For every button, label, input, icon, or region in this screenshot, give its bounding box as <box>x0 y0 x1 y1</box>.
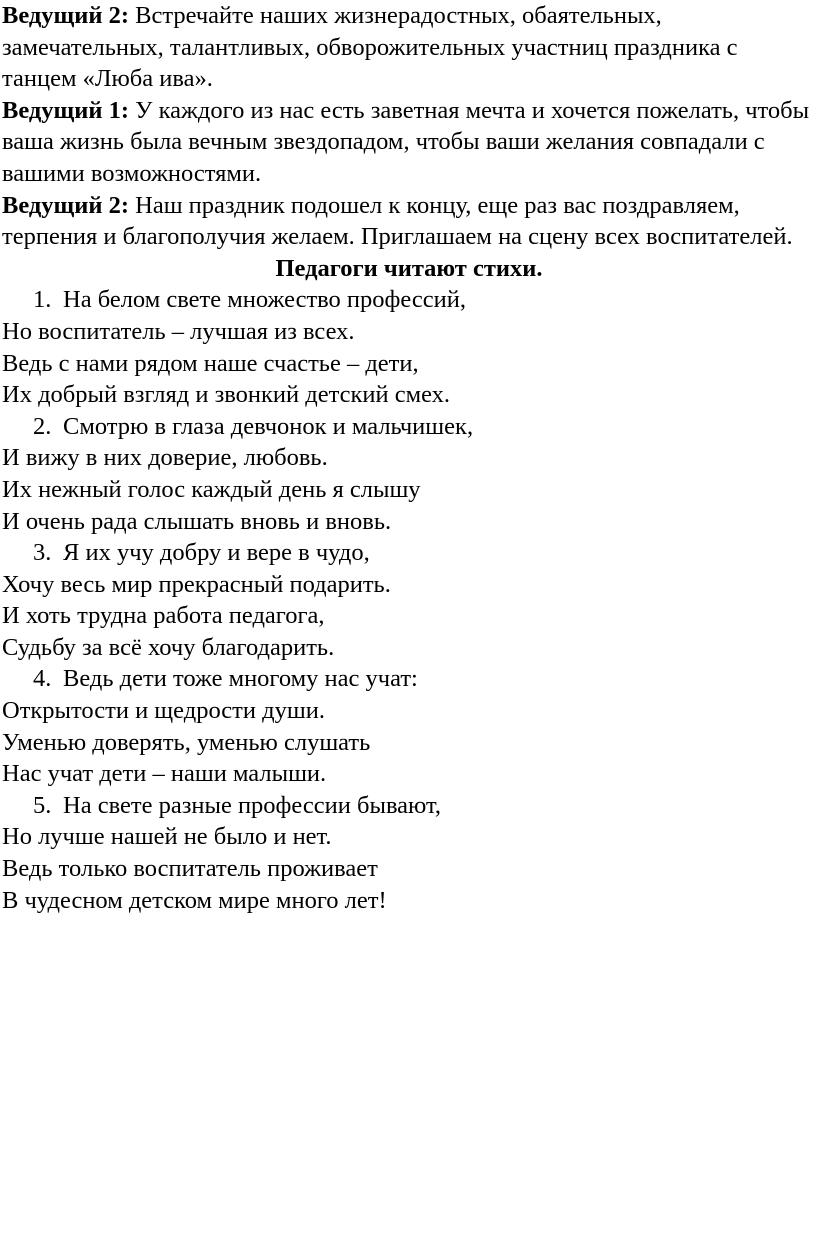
stanza-number: 3. <box>33 539 52 567</box>
verse-line: Ведь только воспитатель проживает <box>2 855 378 883</box>
verse-line: Но лучше нашей не было и нет. <box>2 823 332 851</box>
stanza-number: 1. <box>33 286 52 314</box>
poem-stanza-2 <box>2 411 816 537</box>
verse-line-text: Ведь дети тоже многому нас учат: <box>63 665 418 693</box>
verse-line: Хочу весь мир прекрасный подарить. <box>2 570 391 598</box>
poem-stanza-5 <box>2 790 816 916</box>
poem-stanza-1 <box>2 284 816 410</box>
verse-first-line <box>2 537 816 569</box>
verse-line: И хоть трудна работа педагога, <box>2 602 325 630</box>
stanza-number: 5. <box>33 791 52 819</box>
verse-line: Ведь с нами рядом наше счастье – дети, <box>2 349 419 377</box>
verse-first-line <box>2 411 816 443</box>
verse-line-text: Смотрю в глаза девчонок и мальчишек, <box>63 412 474 440</box>
verse-first-line <box>2 790 816 822</box>
verse-line: Их добрый взгляд и звонкий детский смех. <box>2 381 451 409</box>
speaker-label: Ведущий 2: <box>2 2 129 29</box>
verse-line-text: Я их учу добру и вере в чудо, <box>63 539 370 567</box>
dialogue-paragraph-3 <box>2 190 816 253</box>
stanza-number: 2. <box>33 412 52 440</box>
verse-first-line <box>2 284 816 316</box>
dialogue-text: Встречайте наших жизнерадостных, обаятельных, замечательных, талантливых, обворожительных участниц праздника с танцем «Люба ива». <box>2 2 738 93</box>
verse-line: Уменью доверять, уменью слушать <box>2 728 371 756</box>
verse-line-text: На свете разные профессии бывают, <box>63 791 442 819</box>
section-heading: Педагоги читают стихи. <box>275 254 543 282</box>
dialogue-paragraph-2 <box>2 95 816 190</box>
poem-stanza-4 <box>2 663 816 789</box>
verse-line: Их нежный голос каждый день я слышу <box>2 475 421 503</box>
dialogue-text: У каждого из нас есть заветная мечта и хочется пожелать, чтобы ваша жизнь была вечным звездопадом, чтобы ваши желания совпадали с вашими возможностями. <box>2 96 810 187</box>
verse-line: Открытости и щедрости души. <box>2 697 325 725</box>
verse-line: В чудесном детском мире много лет! <box>2 886 387 914</box>
dialogue-text: Наш праздник подошел к концу, еще раз вас поздравляем, терпения и благополучия желаем. Приглашаем на сцену всех воспитателей. <box>2 191 793 251</box>
verse-line: Но воспитатель – лучшая из всех. <box>2 317 355 345</box>
verse-line: Судьбу за всё хочу благодарить. <box>2 633 335 661</box>
verse-line: И очень рада слышать вновь и вновь. <box>2 507 392 535</box>
speaker-label: Ведущий 1: <box>2 96 129 124</box>
poem-stanza-3 <box>2 537 816 663</box>
verse-line: И вижу в них доверие, любовь. <box>2 444 328 472</box>
verse-line: Нас учат дети – наши малыши. <box>2 760 327 788</box>
verse-first-line <box>2 663 816 695</box>
dialogue-paragraph-1 <box>2 0 816 95</box>
verse-line-text: На белом свете множество профессий, <box>63 286 466 314</box>
speaker-label: Ведущий 2: <box>2 191 129 219</box>
stanza-number: 4. <box>33 665 52 693</box>
